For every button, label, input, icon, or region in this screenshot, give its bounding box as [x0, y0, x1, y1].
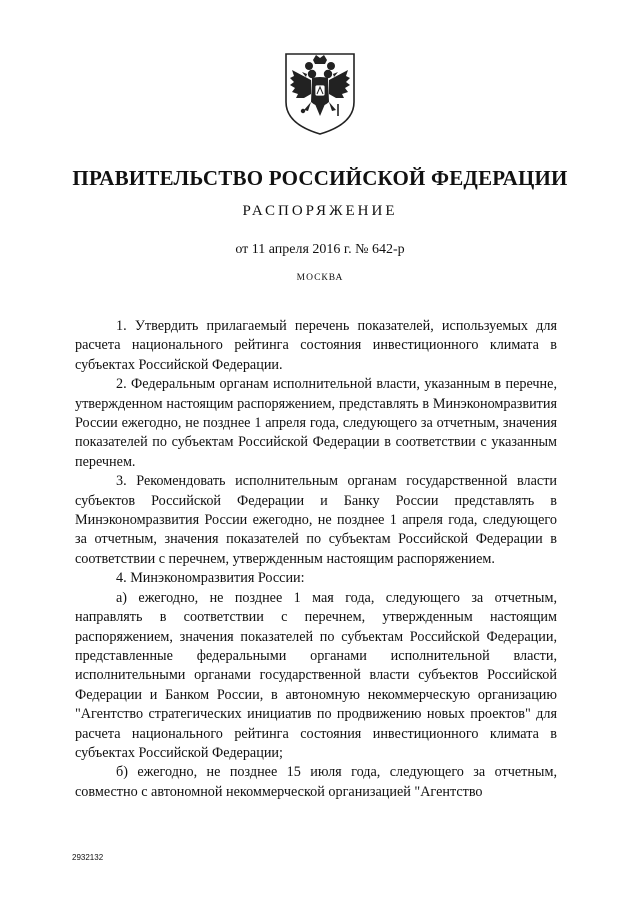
document-body	[75, 317, 557, 802]
document-type: РАСПОРЯЖЕНИЕ	[242, 203, 398, 219]
coat-of-arms-emblem-icon	[282, 50, 358, 138]
document-city: МОСКВА	[296, 273, 344, 283]
paragraph-1: 1. Утвердить прилагаемый перечень показателей, используемых для расчета национального рейтинга состояния инвестиционного климата в субъектах Российской Федерации.	[75, 318, 557, 373]
document-date-number: от 11 апреля 2016 г. № 642-р	[235, 242, 405, 257]
paragraph-4b: б) ежегодно, не позднее 15 июля года, следующего за отчетным, совместно с автономной некоммерческой организацией "Агентство	[75, 764, 557, 800]
document-code: 2932132	[72, 853, 104, 862]
paragraph-4: 4. Минэкономразвития России:	[116, 570, 305, 587]
paragraph-2: 2. Федеральным органам исполнительной власти, указанным в перечне, утвержденном настоящим распоряжением, представлять в Минэкономразвития России ежегодно, не позднее 1 апреля года, следующего за отчетным, значения показателей по субъектам Российской Федерации в соответствии с указанным перечнем.	[75, 376, 557, 470]
paragraph-4a: а) ежегодно, не позднее 1 мая года, следующего за отчетным, направлять в соответствии с перечнем, утвержденным настоящим распоряжением, значения показателей по субъектам Российской Федерации, представленные федеральными органами исполнительной власти, исполнительными органами государственной власти субъектов Российской Федерации и Банком России, в автономную некоммерческую организацию "Агентство стратегических инициатив по продвижению новых проектов" для расчета национального рейтинга состояния инвестиционного климата в субъектах Российской Федерации;	[75, 589, 557, 761]
government-title: ПРАВИТЕЛЬСТВО РОССИЙСКОЙ ФЕДЕРАЦИИ	[72, 166, 568, 190]
paragraph-3: 3. Рекомендовать исполнительным органам государственной власти субъектов Российской Федерации и Банку России представлять в Минэкономразвития России ежегодно, не позднее 1 апреля года, следующего за отчетным, значения показателей по субъектам Российской Федерации в соответствии с перечнем, утвержденным настоящим распоряжением.	[75, 473, 557, 567]
